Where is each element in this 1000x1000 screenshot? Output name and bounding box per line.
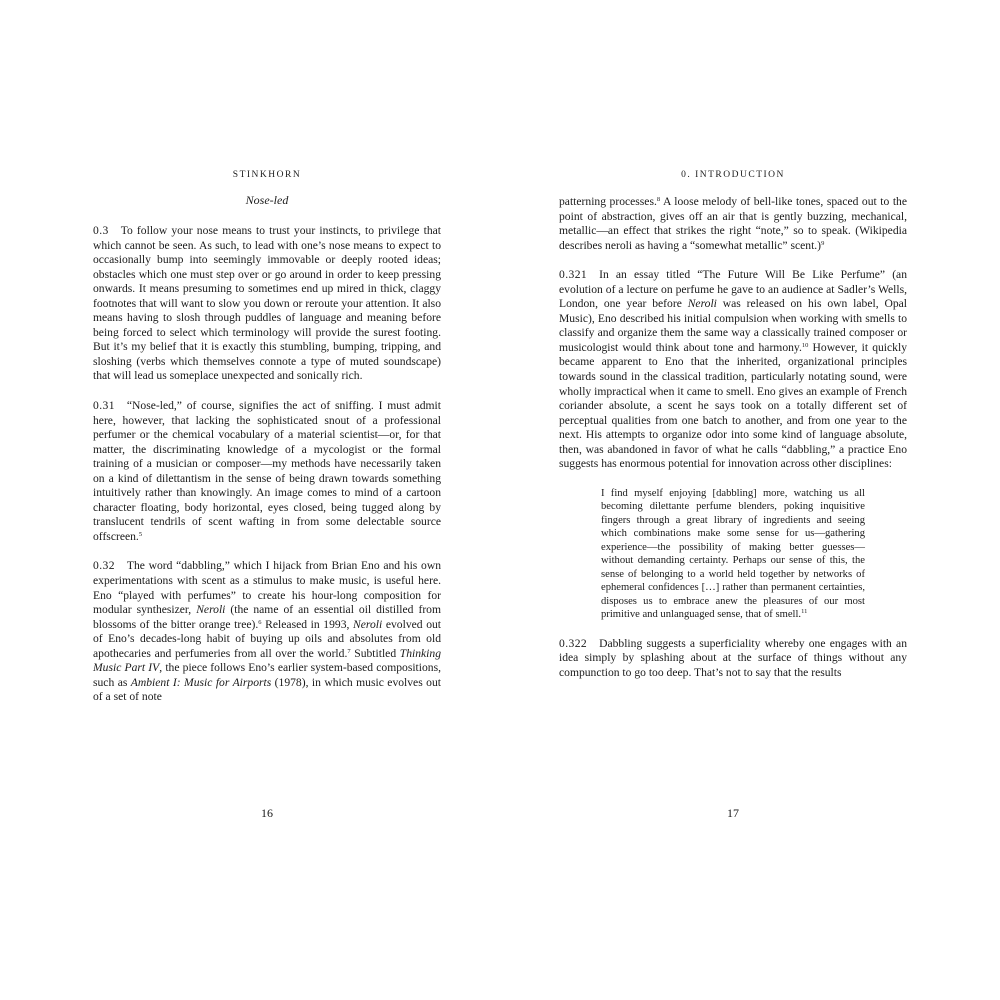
footnote-ref: 9 (821, 239, 825, 247)
paragraph-0-321 (559, 268, 907, 472)
paragraph-text: Subtitled (350, 646, 400, 660)
paragraph-text: , the piece follows Eno’s earlier system-based compositions, such as (93, 661, 442, 689)
paragraph-text: In an essay titled “The Future Will Be Like Perfume” (an evolution of a lecture on perfume he gave to an audience at Sadler’s Wells, London, one year before (559, 268, 907, 311)
paragraph-number: 0.32 (93, 559, 115, 573)
paragraph-text: Released in 1993, (261, 617, 354, 631)
paragraph-number: 0.31 (93, 399, 115, 413)
left-page-body (93, 224, 441, 720)
paragraph-text: However, it quickly became apparent to Eno that the inherited, organizational principles towards sound in the classical tradition, particularly notating sound, were wholly impractical when it came to smell. Eno gives an example of French coriander absolute, a scent he says took on a totally different set of perceptual qualities from one batch to another, and from one year to the next. His attempts to organize odor into some kind of language absolute, then, was abandoned in favor of what he calls “dabbling,” a practice Eno suggests has enormous potential for innovation across other disciplines: (559, 340, 907, 471)
paragraph-text: evolved out of Eno’s decades-long habit of buying up oils and absolutes from old apothecaries and perfumeries from all over the world. (93, 617, 442, 660)
paragraph-text: patterning processes. (559, 195, 657, 208)
work-title: Neroli (687, 297, 717, 311)
footnote-ref: 7 (347, 647, 351, 655)
footnote-ref: 5 (138, 530, 143, 538)
footnote-ref: 11 (801, 608, 808, 616)
page-number-left: 16 (261, 806, 273, 820)
footnote-ref: 10 (801, 341, 809, 349)
running-head-right: 0. INTRODUCTION (681, 170, 785, 180)
paragraph-continuation (559, 195, 907, 253)
paragraph-text: (1978), in which music evolves out of a set of note (93, 675, 441, 704)
paragraph-number: 0.3 (93, 224, 109, 237)
work-title: Neroli (353, 617, 383, 631)
quote-text: I find myself enjoying [dabbling] more, watching us all becoming dilettante perfume blenders, poking inquisitive fingers through a great library of ingredients and seeing which combinations make some sense for us—gathering experience—the possibility of making better guesses—without demanding certainty. Perhaps our sense of this, the sense of belonging to a world held together by networks of ephemeral confidences […] rather than permanent certainties, disposes us to embrace anew the pleasures of our most primitive and unlanguaged sense, that of smell. (601, 487, 865, 621)
paragraph-text: Dabbling suggests a superficiality whereby one engages with an idea simply by splashing about at the surface of things without any compunction to go too deep. That’s not to say that the results (559, 636, 907, 679)
paragraph-text: A loose melody of bell-like tones, spaced out to the point of abstraction, gives off an air that is gently buzzing, mechanical, metallic—an effect that strikes the right “note,” so to speak. (Wikipedia describes neroli as having a “somewhat metallic” scent.) (559, 195, 907, 252)
section-title: Nose-led (245, 193, 289, 207)
footnote-ref: 6 (258, 618, 262, 626)
paragraph-text: “Nose-led,” of course, signifies the act of sniffing. I must admit here, however, that lacking the sophisticated snout of a professional perfumer or the chemical vocabulary of a material scientist—or, for that matter, the discriminating knowledge of a mycologist or the formal training of a musician or composer—my methods have necessarily taken on a kind of dilettantism in the sense of being drawn towards something intuitively rather than knowingly. An image comes to mind of a cartoon character floating, body horizontal, eyes closed, being tugged along by translucent tendrils of scent wafting in from some delectable source offscreen. (93, 399, 441, 543)
paragraph-number: 0.321 (559, 268, 588, 282)
work-title: Neroli (196, 603, 226, 617)
paragraph-number: 0.322 (559, 636, 588, 650)
paragraph-0-31 (93, 399, 441, 544)
work-title: Thinking Music Part IV (93, 646, 441, 675)
paragraph-text: was released on his own label, Opal Music), Eno described his initial compulsion when working with smells to classify and organize them the same way a classically trained composer or musicologist would think about tone and harmony. (559, 297, 907, 354)
block-quote (601, 487, 865, 622)
paragraph-text: The word “dabbling,” which I hijack from Brian Eno and his own experimentations with scent as a stimulus to make music, is useful here. Eno “played with perfumes” to create his hour-long composition for modular synthesizer, (93, 559, 441, 617)
paragraph-text: (the name of an essential oil distilled from blossoms of the bitter orange tree). (93, 603, 441, 631)
page-number-right: 17 (727, 806, 739, 820)
paragraph-0-3 (93, 224, 441, 384)
paragraph-0-322 (559, 637, 907, 681)
paragraph-text: To follow your nose means to trust your instincts, to privilege that which cannot be seen. As such, to lead with one’s nose means to expect to occasionally bump into seemingly immovable or deeply rooted ideas; obstacles which one must step over or go around in order to keep pressing onwards. It means presuming to sometimes end up mired in thick, claggy footnotes that will want to slow you down or reroute your attention. It also means having to slosh through puddles of language and meaning before being forced to select which terminology will provide the surest footing. But it’s my belief that it is exactly this stumbling, bumping, tripping, and sloshing (verbs which themselves connote a type of muted soundscape) that will lead us someplace unexpected and sonically rich. (93, 224, 441, 383)
running-head-left: STINKHORN (232, 170, 302, 180)
work-title: Ambient I: Music for Airports (130, 675, 272, 689)
paragraph-0-32 (93, 559, 441, 704)
right-page-body (559, 195, 907, 695)
footnote-ref: 8 (656, 196, 661, 203)
